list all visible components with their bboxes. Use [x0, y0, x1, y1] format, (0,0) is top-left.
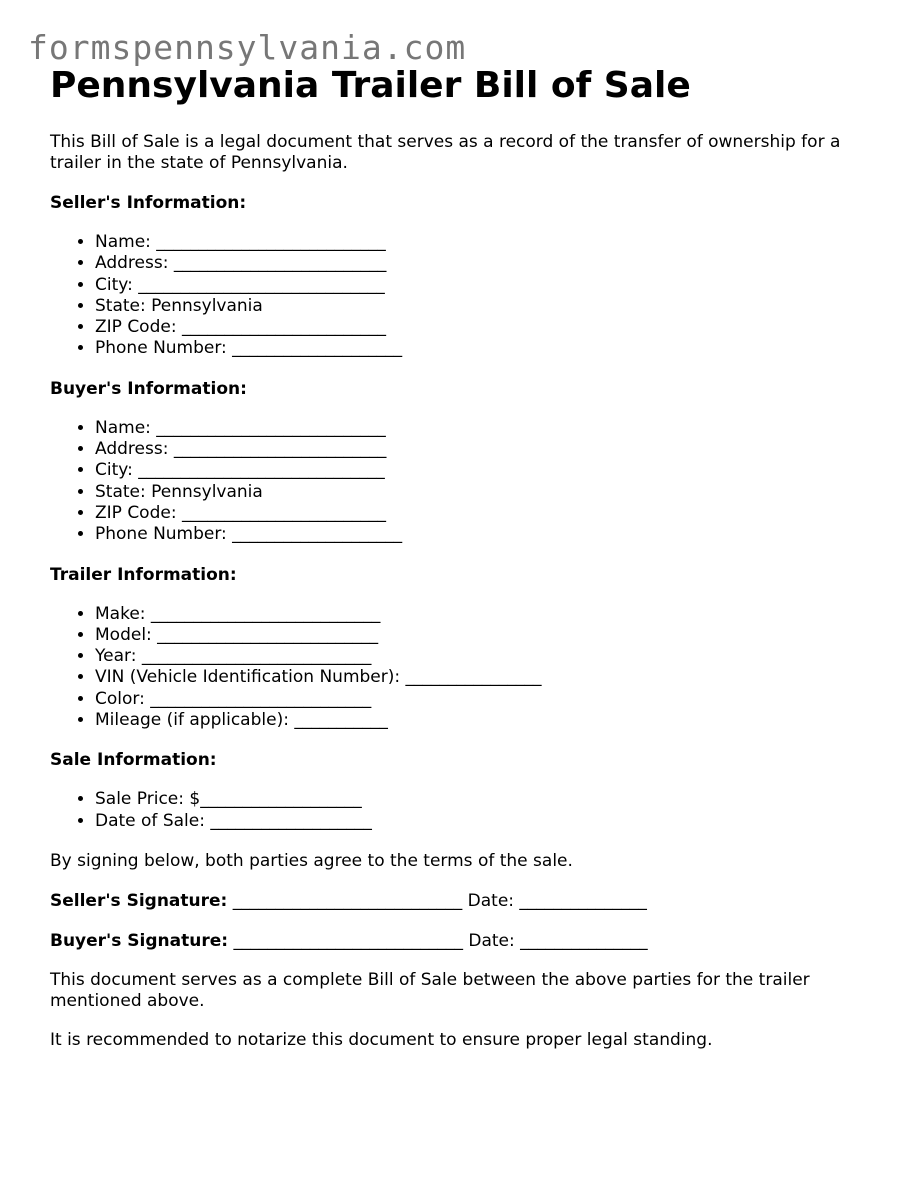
seller-signature-line — [50, 891, 870, 912]
buyer-address-field: • Address: _________________________ — [95, 439, 870, 460]
sale-section-heading: Sale Information: — [50, 750, 217, 771]
trailer-model-field: • Model: __________________________ — [95, 625, 870, 646]
seller-state-field: • State: Pennsylvania — [95, 296, 870, 317]
trailer-make-field: • Make: ___________________________ — [95, 604, 870, 625]
notarize-recommendation: It is recommended to notarize this document to ensure proper legal standing. — [50, 1029, 713, 1050]
seller-address-field: • Address: _________________________ — [95, 253, 870, 274]
document-title: Pennsylvania Trailer Bill of Sale — [50, 65, 691, 106]
seller-city-field: • City: _____________________________ — [95, 275, 870, 296]
buyer-signature-line — [50, 931, 870, 952]
trailer-info-list — [50, 604, 870, 732]
buyer-name-field: • Name: ___________________________ — [95, 418, 870, 439]
trailer-color-field: • Color: __________________________ — [95, 689, 870, 710]
site-watermark: formspennsylvania.com — [28, 28, 467, 67]
buyer-zip-field: • ZIP Code: ________________________ — [95, 503, 870, 524]
buyer-state-field: • State: Pennsylvania — [95, 482, 870, 503]
buyer-section-heading: Buyer's Information: — [50, 378, 247, 399]
sale-price-field: • Sale Price: $___________________ — [95, 789, 870, 810]
agreement-paragraph: By signing below, both parties agree to the terms of the sale. — [50, 850, 573, 871]
buyer-signature-label: Buyer's Signature: — [50, 930, 229, 951]
seller-phone-field: • Phone Number: ____________________ — [95, 338, 870, 359]
trailer-mileage-field: • Mileage (if applicable): ___________ — [95, 710, 870, 731]
sale-date-field: • Date of Sale: ___________________ — [95, 811, 870, 832]
seller-signature-label: Seller's Signature: — [50, 890, 228, 911]
trailer-vin-field: • VIN (Vehicle Identification Number): ________________ — [95, 667, 870, 688]
seller-signature-blank: ___________________________ Date: _______________ — [232, 890, 647, 911]
trailer-section-heading: Trailer Information: — [50, 564, 237, 585]
sale-info-list — [50, 789, 870, 832]
intro-paragraph: This Bill of Sale is a legal document that serves as a record of the transfer of ownership for a trailer in the state of Pennsylvania. — [50, 132, 841, 173]
buyer-phone-field: • Phone Number: ____________________ — [95, 524, 870, 545]
buyer-city-field: • City: _____________________________ — [95, 460, 870, 481]
seller-name-field: • Name: ___________________________ — [95, 232, 870, 253]
buyer-signature-blank: ___________________________ Date: _______________ — [233, 930, 648, 951]
seller-section-heading: Seller's Information: — [50, 193, 247, 213]
document-body — [50, 64, 870, 1051]
trailer-year-field: • Year: ___________________________ — [95, 646, 870, 667]
buyer-info-list — [50, 418, 870, 546]
seller-info-list — [50, 232, 870, 360]
seller-zip-field: • ZIP Code: ________________________ — [95, 317, 870, 338]
closing-paragraph: This document serves as a complete Bill of Sale between the above parties for the trailer mentioned above. — [50, 969, 810, 1011]
